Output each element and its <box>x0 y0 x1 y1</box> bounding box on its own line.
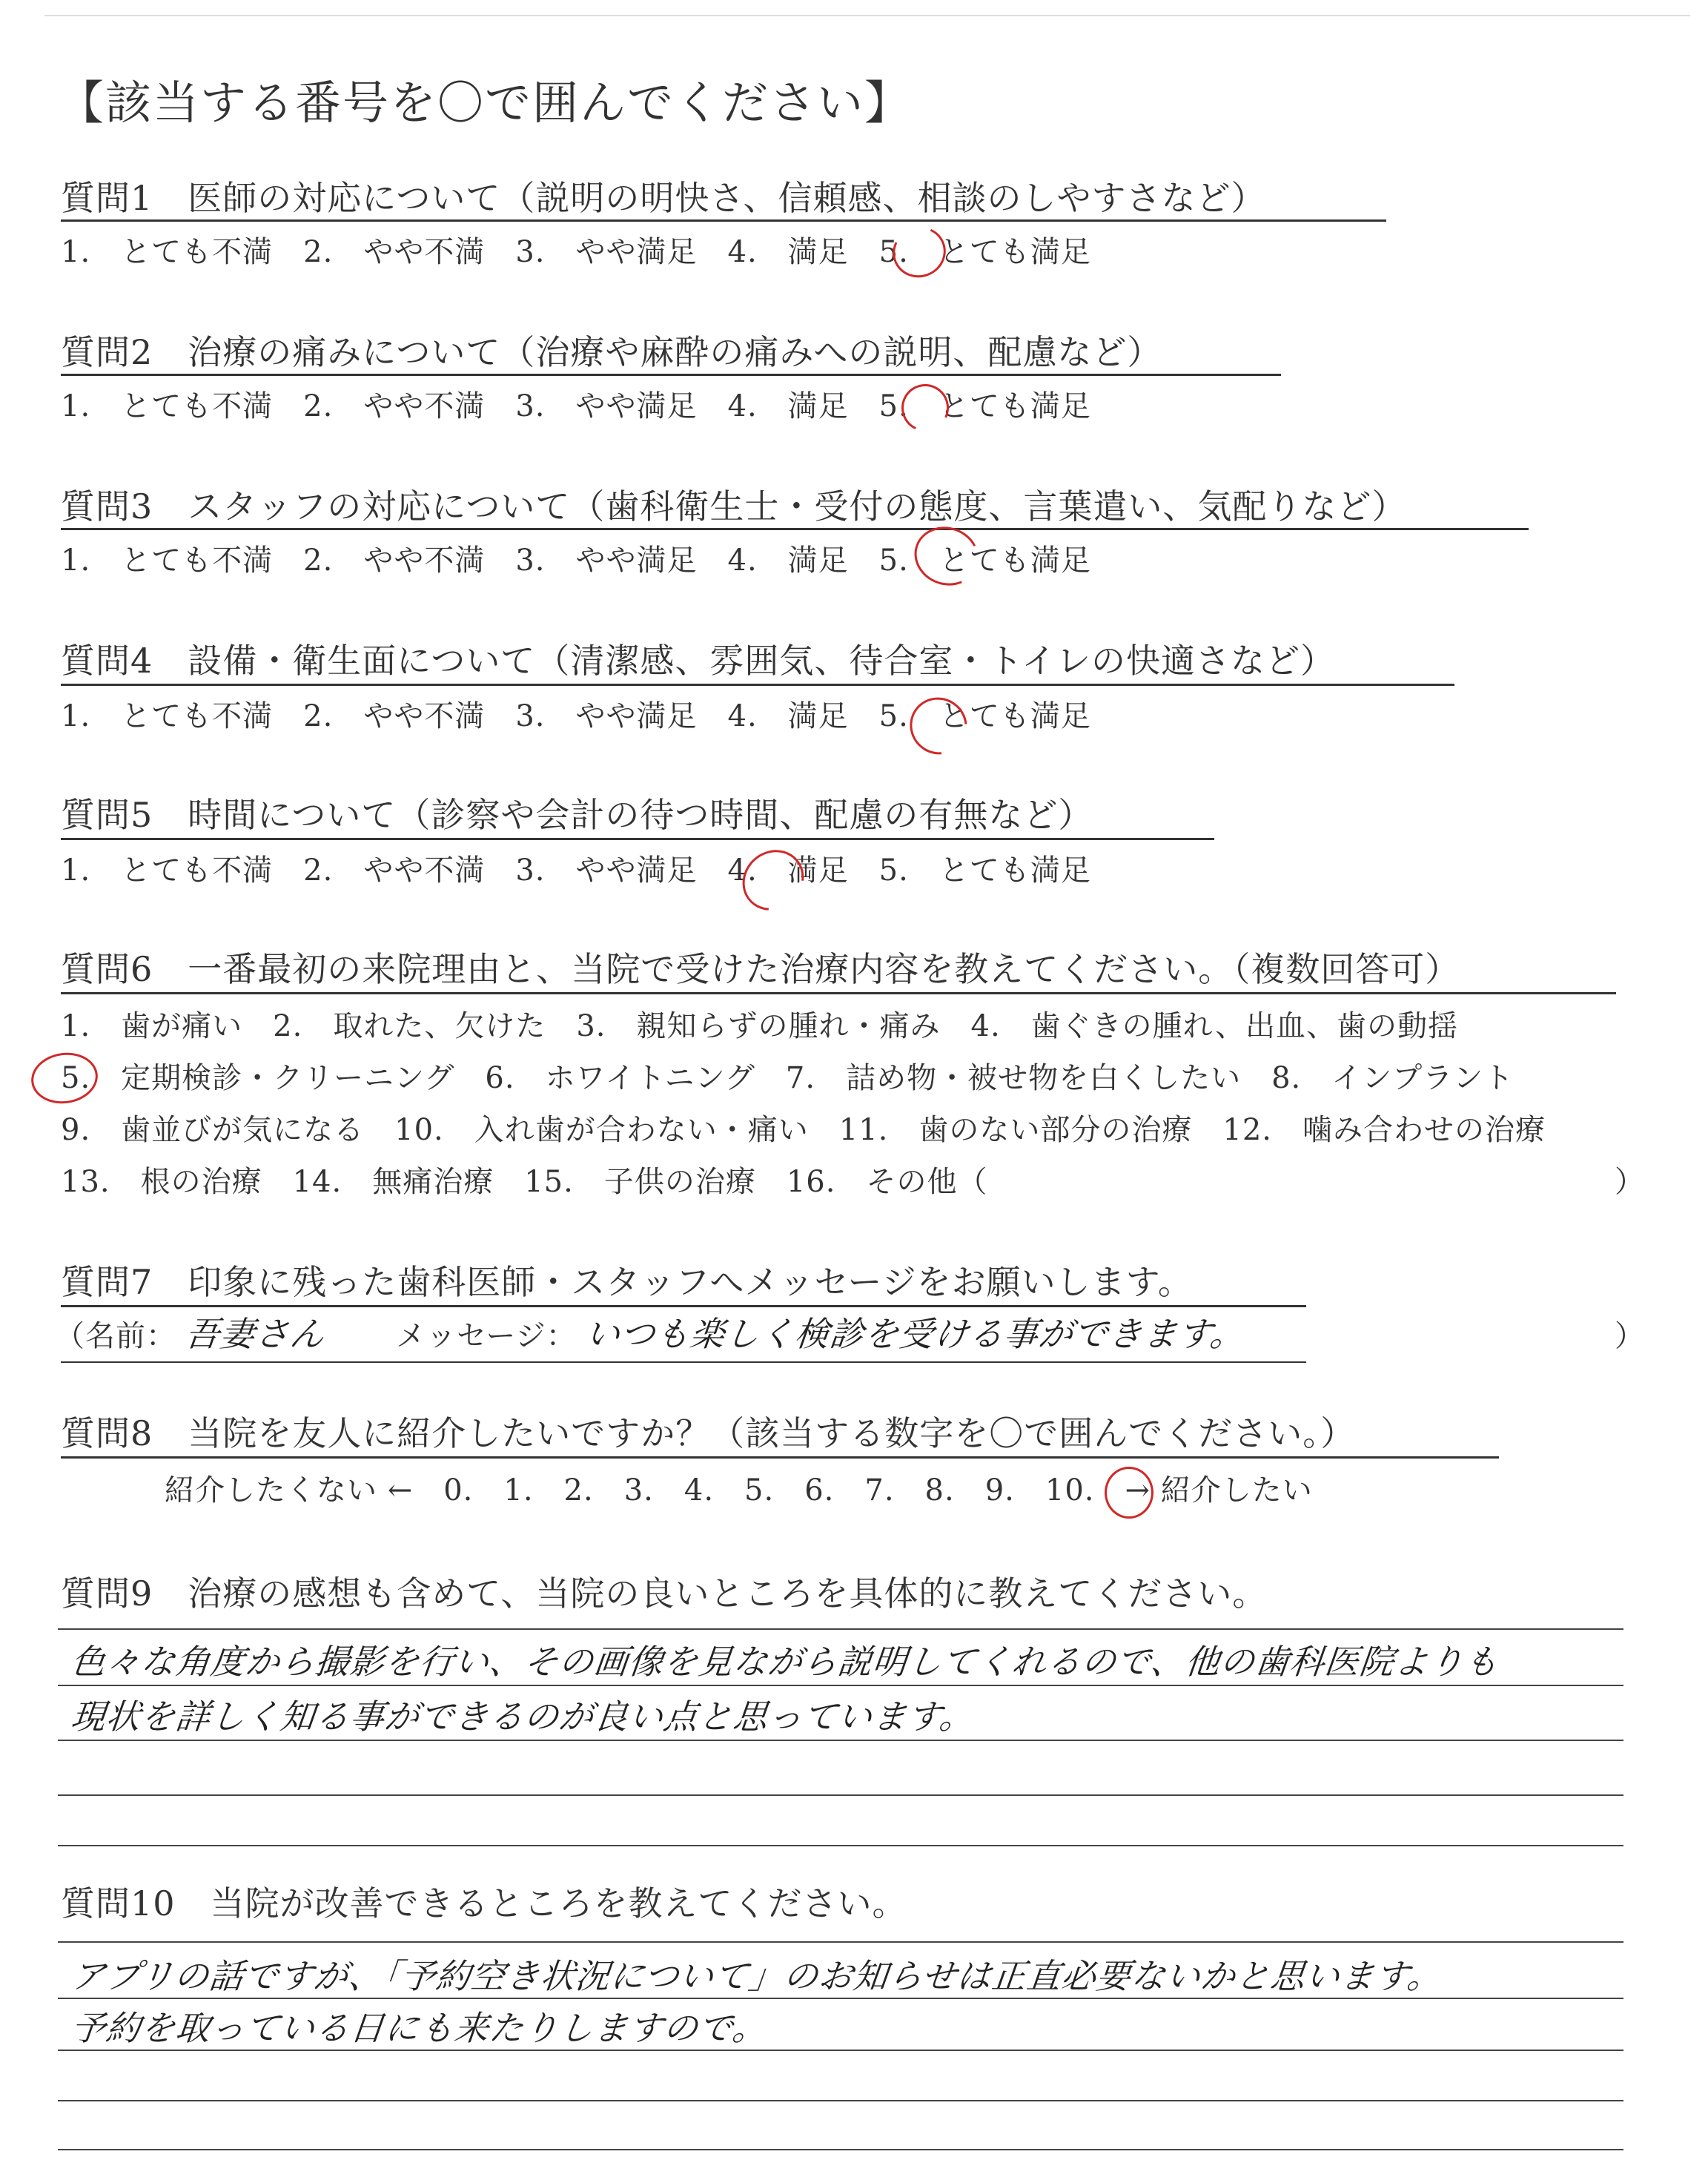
question-6-options-row-3: 9. 歯並びが気になる 10. 入れ歯が合わない・痛い 11. 歯のない部分の治療 12. 噛み合わせの治療 <box>61 1113 1546 1147</box>
question-10-writing-line-4 <box>58 2149 1623 2150</box>
question-10-answer-line-2: 予約を取っている日にも来たりしますので。 <box>69 2008 769 2048</box>
question-4-options: 1. とても不満 2. やや不満 3. やや満足 4. 満足 5. とても満足 <box>61 699 1091 733</box>
question-9-label: 質問9 治療の感想も含めて、当院の良いところを具体的に教えてください。 <box>61 1573 1268 1614</box>
question-9-answer-line-2: 現状を詳しく知る事ができるのが良い点と思っています。 <box>69 1697 977 1737</box>
question-5-underline <box>61 838 1214 840</box>
question-9-answer-line-1: 色々な角度から撮影を行い、その画像を見ながら説明してくれるので、他の歯科医院よりも <box>69 1642 1501 1682</box>
question-2-answer-circle <box>895 377 956 438</box>
question-6-options-row-1: 1. 歯が痛い 2. 取れた、欠けた 3. 親知らずの腫れ・痛み 4. 歯ぐきの腫れ、出血、歯の動揺 <box>61 1009 1459 1043</box>
scan-edge <box>44 15 1690 16</box>
question-5-answer-circle <box>730 837 816 922</box>
question-1-answer-circle <box>886 219 953 285</box>
question-9-writing-line-2 <box>58 1740 1623 1741</box>
question-9-writing-line-1 <box>58 1685 1623 1686</box>
question-7-message-line <box>61 1361 1306 1363</box>
question-6-options-row-2: 5. 定期検診・クリーニング 6. ホワイトニング 7. 詰め物・被せ物を白くしたい 8. インプラント <box>61 1061 1515 1095</box>
question-10-writing-line-2 <box>58 2050 1623 2051</box>
form-title: 【該当する番号を〇で囲んでください】 <box>58 76 913 130</box>
question-5-options: 1. とても不満 2. やや不満 3. やや満足 4. 満足 5. とても満足 <box>61 853 1091 888</box>
question-10-writing-line-top <box>58 1941 1623 1943</box>
question-10-answer-line-1: アプリの話ですが、「予約空き状況について」のお知らせは正直必要ないかと思います。 <box>69 1956 1445 1996</box>
question-9-writing-line-top <box>58 1628 1623 1630</box>
question-4-answer-circle <box>898 686 979 766</box>
question-8-underline <box>61 1456 1499 1459</box>
question-7-message-handwritten: いつも楽しく検診を受ける事ができます。 <box>583 1314 1248 1354</box>
question-6-other-close-paren: ） <box>1615 1165 1645 1199</box>
question-6-underline <box>61 992 1616 994</box>
question-6-label: 質問6 一番最初の来院理由と、当院で受けた治療内容を教えてください。（複数回答可） <box>61 949 1460 989</box>
question-7-label: 質問7 印象に残った歯科医師・スタッフへメッセージをお願いします。 <box>61 1262 1193 1302</box>
question-8-scale: 紹介したくない ← 0. 1. 2. 3. 4. 5. 6. 7. 8. 9. 10. → 紹介したい <box>165 1473 1313 1507</box>
question-9-writing-line-3 <box>58 1794 1623 1796</box>
question-6-answer-circle <box>28 1048 102 1108</box>
question-4-label: 質問4 設備・衛生面について（清潔感、雰囲気、待合室・トイレの快適さなど） <box>61 641 1336 681</box>
question-3-label: 質問3 スタッフの対応について（歯科衛生士・受付の態度、言葉遣い、気配りなど） <box>61 486 1407 526</box>
question-8-answer-circle <box>1105 1467 1153 1519</box>
question-4-underline <box>61 684 1454 686</box>
question-6-options-row-4: 13. 根の治療 14. 無痛治療 15. 子供の治療 16. その他（ <box>61 1165 988 1199</box>
question-1-label: 質問1 医師の対応について（説明の明快さ、信頼感、相談のしやすさなど） <box>61 178 1266 218</box>
question-9-writing-line-4 <box>58 1845 1623 1846</box>
question-8-label: 質問8 当院を友人に紹介したいですか？（該当する数字を〇で囲んでください。） <box>61 1413 1356 1453</box>
question-2-label: 質問2 治療の痛みについて（治療や麻酔の痛みへの説明、配慮など） <box>61 332 1162 372</box>
question-7-message-label: メッセージ： <box>396 1319 577 1353</box>
question-2-underline <box>61 374 1281 376</box>
question-7-underline <box>61 1305 1306 1307</box>
question-7-name-label: （名前： <box>55 1319 176 1353</box>
question-10-writing-line-1 <box>58 1998 1623 1999</box>
question-10-writing-line-3 <box>58 2100 1623 2101</box>
question-7-close-paren: ） <box>1615 1319 1645 1353</box>
question-1-underline <box>61 219 1386 222</box>
question-3-underline <box>61 528 1529 530</box>
question-3-options: 1. とても不満 2. やや不満 3. やや満足 4. 満足 5. とても満足 <box>61 544 1091 578</box>
question-10-label: 質問10 当院が改善できるところを教えてください。 <box>61 1883 907 1923</box>
question-1-options: 1. とても不満 2. やや不満 3. やや満足 4. 満足 5. とても満足 <box>61 235 1091 269</box>
question-5-label: 質問5 時間について（診察や会計の待つ時間、配慮の有無など） <box>61 795 1093 835</box>
question-2-options: 1. とても不満 2. やや不満 3. やや満足 4. 満足 5. とても満足 <box>61 389 1091 423</box>
question-7-name-handwritten: 吾妻さん <box>183 1314 327 1354</box>
